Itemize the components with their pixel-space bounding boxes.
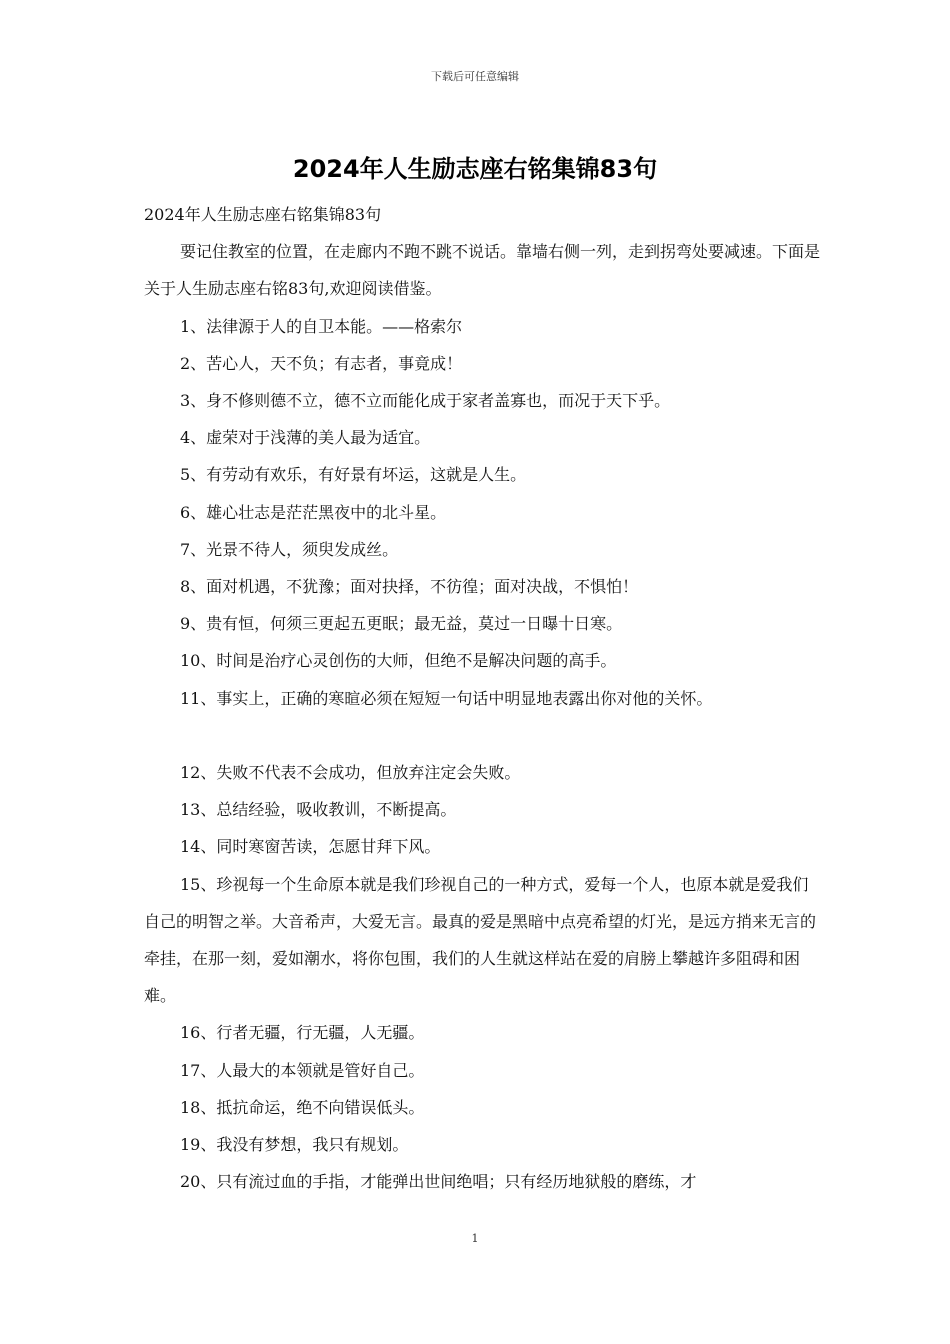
list-item: 12、失败不代表不会成功，但放弃注定会失败。 [180, 763, 521, 783]
list-item: 15、珍视每一个生命原本就是我们珍视自己的一种方式，爱每一个人，也原本就是爱我们自己的明智之举。大音希声，大爱无言。最真的爱是黑暗中点亮希望的灯光，是远方捎来无言的牵挂，在那一刻，爱如潮水，将你包围，我们的人生就这样站在爱的肩膀上攀越许多阻碍和困难。 [144, 874, 817, 1006]
list-item: 3、身不修则德不立，德不立而能化成于家者盖寡也，而况于天下乎。 [180, 391, 671, 411]
list-item: 16、行者无疆，行无疆，人无疆。 [180, 1023, 425, 1043]
document-body [144, 196, 820, 1200]
list-item: 5、有劳动有欢乐，有好景有坏运，这就是人生。 [180, 465, 527, 485]
blank-line [144, 717, 820, 754]
list-item: 9、贵有恒，何须三更起五更眠；最无益，莫过一日曝十日寒。 [180, 614, 623, 634]
page-header: 下载后可任意编辑 [431, 70, 519, 83]
list-item: 2、苦心人，天不负；有志者，事竟成！ [180, 353, 463, 373]
list-item: 14、同时寒窗苦读，怎愿甘拜下风。 [180, 837, 441, 857]
list-item: 11、事实上，正确的寒暄必须在短短一句话中明显地表露出你对他的关怀。 [180, 688, 713, 708]
list-item: 7、光景不待人，须臾发成丝。 [180, 539, 399, 559]
list-item: 4、虚荣对于浅薄的美人最为适宜。 [180, 428, 431, 448]
list-item: 8、面对机遇，不犹豫；面对抉择，不彷徨；面对决战，不惧怕！ [180, 577, 639, 597]
list-item: 20、只有流过血的手指，才能弹出世间绝唱；只有经历地狱般的磨练，才 [180, 1172, 697, 1192]
list-item: 1、法律源于人的自卫本能。——格索尔 [180, 316, 463, 336]
page-number: 1 [471, 1232, 479, 1245]
list-item: 17、人最大的本领就是管好自己。 [180, 1060, 425, 1080]
list-item: 6、雄心壮志是茫茫黑夜中的北斗星。 [180, 502, 447, 522]
document-subtitle: 2024年人生励志座右铭集锦83句 [144, 205, 382, 224]
document-title: 2024年人生励志座右铭集锦83句 [292, 155, 658, 183]
list-item: 13、总结经验，吸收教训，不断提高。 [180, 800, 457, 820]
intro-paragraph: 要记住教室的位置，在走廊内不跑不跳不说话。靠墙右侧一列，走到拐弯处要减速。下面是关于人生励志座右铭83句,欢迎阅读借鉴。 [144, 242, 821, 299]
list-item: 10、时间是治疗心灵创伤的大师，但绝不是解决问题的高手。 [180, 651, 617, 671]
list-item: 19、我没有梦想，我只有规划。 [180, 1135, 409, 1155]
list-item: 18、抵抗命运，绝不向错误低头。 [180, 1097, 425, 1117]
